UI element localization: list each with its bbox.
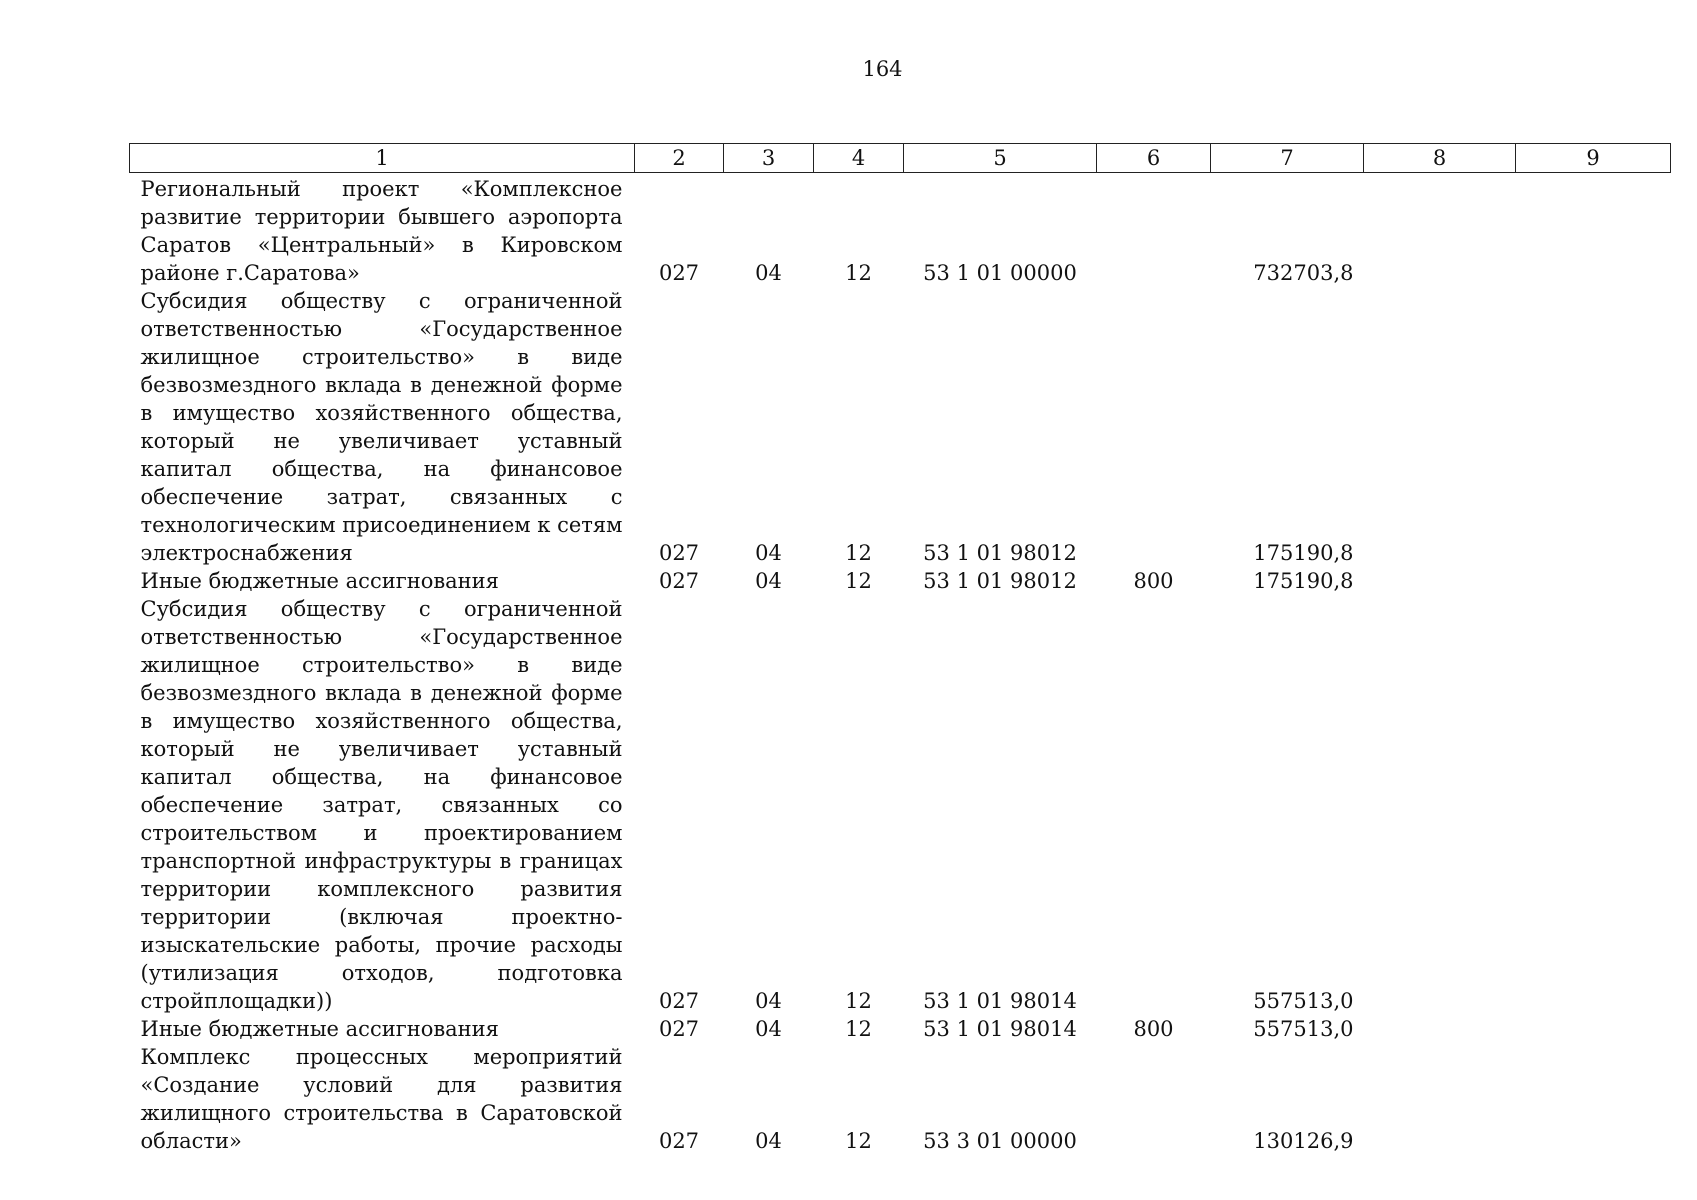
row-col9: [1516, 1043, 1671, 1155]
row-description: Иные бюджетные ассигнования: [140, 569, 499, 593]
row-section-code: 04: [755, 1017, 782, 1041]
row-col8: [1364, 595, 1516, 1015]
row-amount: 175190,8: [1253, 569, 1354, 593]
column-header-5: 5: [904, 144, 1097, 173]
row-expense-type: 800: [1133, 569, 1174, 593]
row-ministry-code: 027: [658, 1017, 700, 1041]
row-description: Субсидия обществу с ограниченной ответственностью «Государственное жилищное строительство» в виде безвозмездного вклада в денежной форме в имущество хозяйственного общества, который не увеличивает уставный капитал общества, на финансовое обеспечение затрат, связанных с технологическим присоединением к сетям электроснабжения: [140, 289, 623, 565]
row-col9: [1516, 567, 1671, 595]
column-header-6: 6: [1097, 144, 1211, 173]
row-description: Комплекс процессных мероприятий «Создание условий для развития жилищного строительства в Саратовской области»: [140, 1045, 623, 1153]
row-col8: [1364, 287, 1516, 567]
row-expense-type: [1097, 173, 1211, 288]
row-col9: [1516, 1015, 1671, 1043]
page-number: 164: [862, 57, 903, 81]
table-header-row: [130, 144, 1671, 173]
row-section-code: 04: [755, 261, 782, 285]
budget-table: [129, 143, 1671, 1155]
row-ministry-code: 027: [658, 261, 700, 285]
row-section-code: 04: [755, 989, 782, 1013]
row-amount: 557513,0: [1253, 1017, 1354, 1041]
row-target-code: 53 1 01 00000: [923, 261, 1077, 285]
column-header-4: 4: [814, 144, 904, 173]
column-header-3: 3: [724, 144, 814, 173]
column-header-2: 2: [635, 144, 724, 173]
row-col9: [1516, 173, 1671, 288]
row-ministry-code: 027: [658, 541, 700, 565]
table-row: [130, 1043, 1671, 1155]
column-header-8: 8: [1364, 144, 1516, 173]
row-target-code: 53 1 01 98012: [923, 541, 1077, 565]
table-row: [130, 287, 1671, 567]
row-col8: [1364, 1015, 1516, 1043]
row-section-code: 04: [755, 569, 782, 593]
row-expense-type: [1097, 287, 1211, 567]
row-subsection-code: 12: [845, 989, 872, 1013]
table-row: [130, 595, 1671, 1015]
row-description: Субсидия обществу с ограниченной ответственностью «Государственное жилищное строительство» в виде безвозмездного вклада в денежной форме в имущество хозяйственного общества, который не увеличивает уставный капитал общества, на финансовое обеспечение затрат, связанных со строительством и проектированием транспортной инфраструктуры в границах территории комплексного развития территории (включая проектно-изыскательские работы, прочие расходы (утилизация отходов, подготовка стройплощадки)): [140, 597, 623, 1013]
table-row: [130, 567, 1671, 595]
row-ministry-code: 027: [658, 1129, 700, 1153]
row-amount: 175190,8: [1253, 541, 1354, 565]
row-subsection-code: 12: [845, 1017, 872, 1041]
row-col9: [1516, 287, 1671, 567]
table-row: [130, 1015, 1671, 1043]
row-description: Иные бюджетные ассигнования: [140, 1017, 499, 1041]
row-target-code: 53 3 01 00000: [923, 1129, 1077, 1153]
row-target-code: 53 1 01 98012: [923, 569, 1077, 593]
row-expense-type: 800: [1133, 1017, 1174, 1041]
row-ministry-code: 027: [658, 569, 700, 593]
row-ministry-code: 027: [658, 989, 700, 1013]
row-section-code: 04: [755, 1129, 782, 1153]
row-col8: [1364, 567, 1516, 595]
row-amount: 732703,8: [1253, 261, 1354, 285]
row-subsection-code: 12: [845, 1129, 872, 1153]
row-col9: [1516, 595, 1671, 1015]
column-header-9: 9: [1516, 144, 1671, 173]
row-expense-type: [1097, 595, 1211, 1015]
row-subsection-code: 12: [845, 569, 872, 593]
column-header-7: 7: [1211, 144, 1364, 173]
row-target-code: 53 1 01 98014: [923, 989, 1077, 1013]
row-col8: [1364, 173, 1516, 288]
row-subsection-code: 12: [845, 541, 872, 565]
row-amount: 557513,0: [1253, 989, 1354, 1013]
row-expense-type: [1097, 1043, 1211, 1155]
row-section-code: 04: [755, 541, 782, 565]
row-amount: 130126,9: [1253, 1129, 1354, 1153]
row-col8: [1364, 1043, 1516, 1155]
table-row: [130, 173, 1671, 288]
row-description: Региональный проект «Комплексное развитие территории бывшего аэропорта Саратов «Центральный» в Кировском районе г.Саратова»: [140, 177, 623, 285]
row-target-code: 53 1 01 98014: [923, 1017, 1077, 1041]
row-subsection-code: 12: [845, 261, 872, 285]
column-header-1: 1: [130, 144, 635, 173]
